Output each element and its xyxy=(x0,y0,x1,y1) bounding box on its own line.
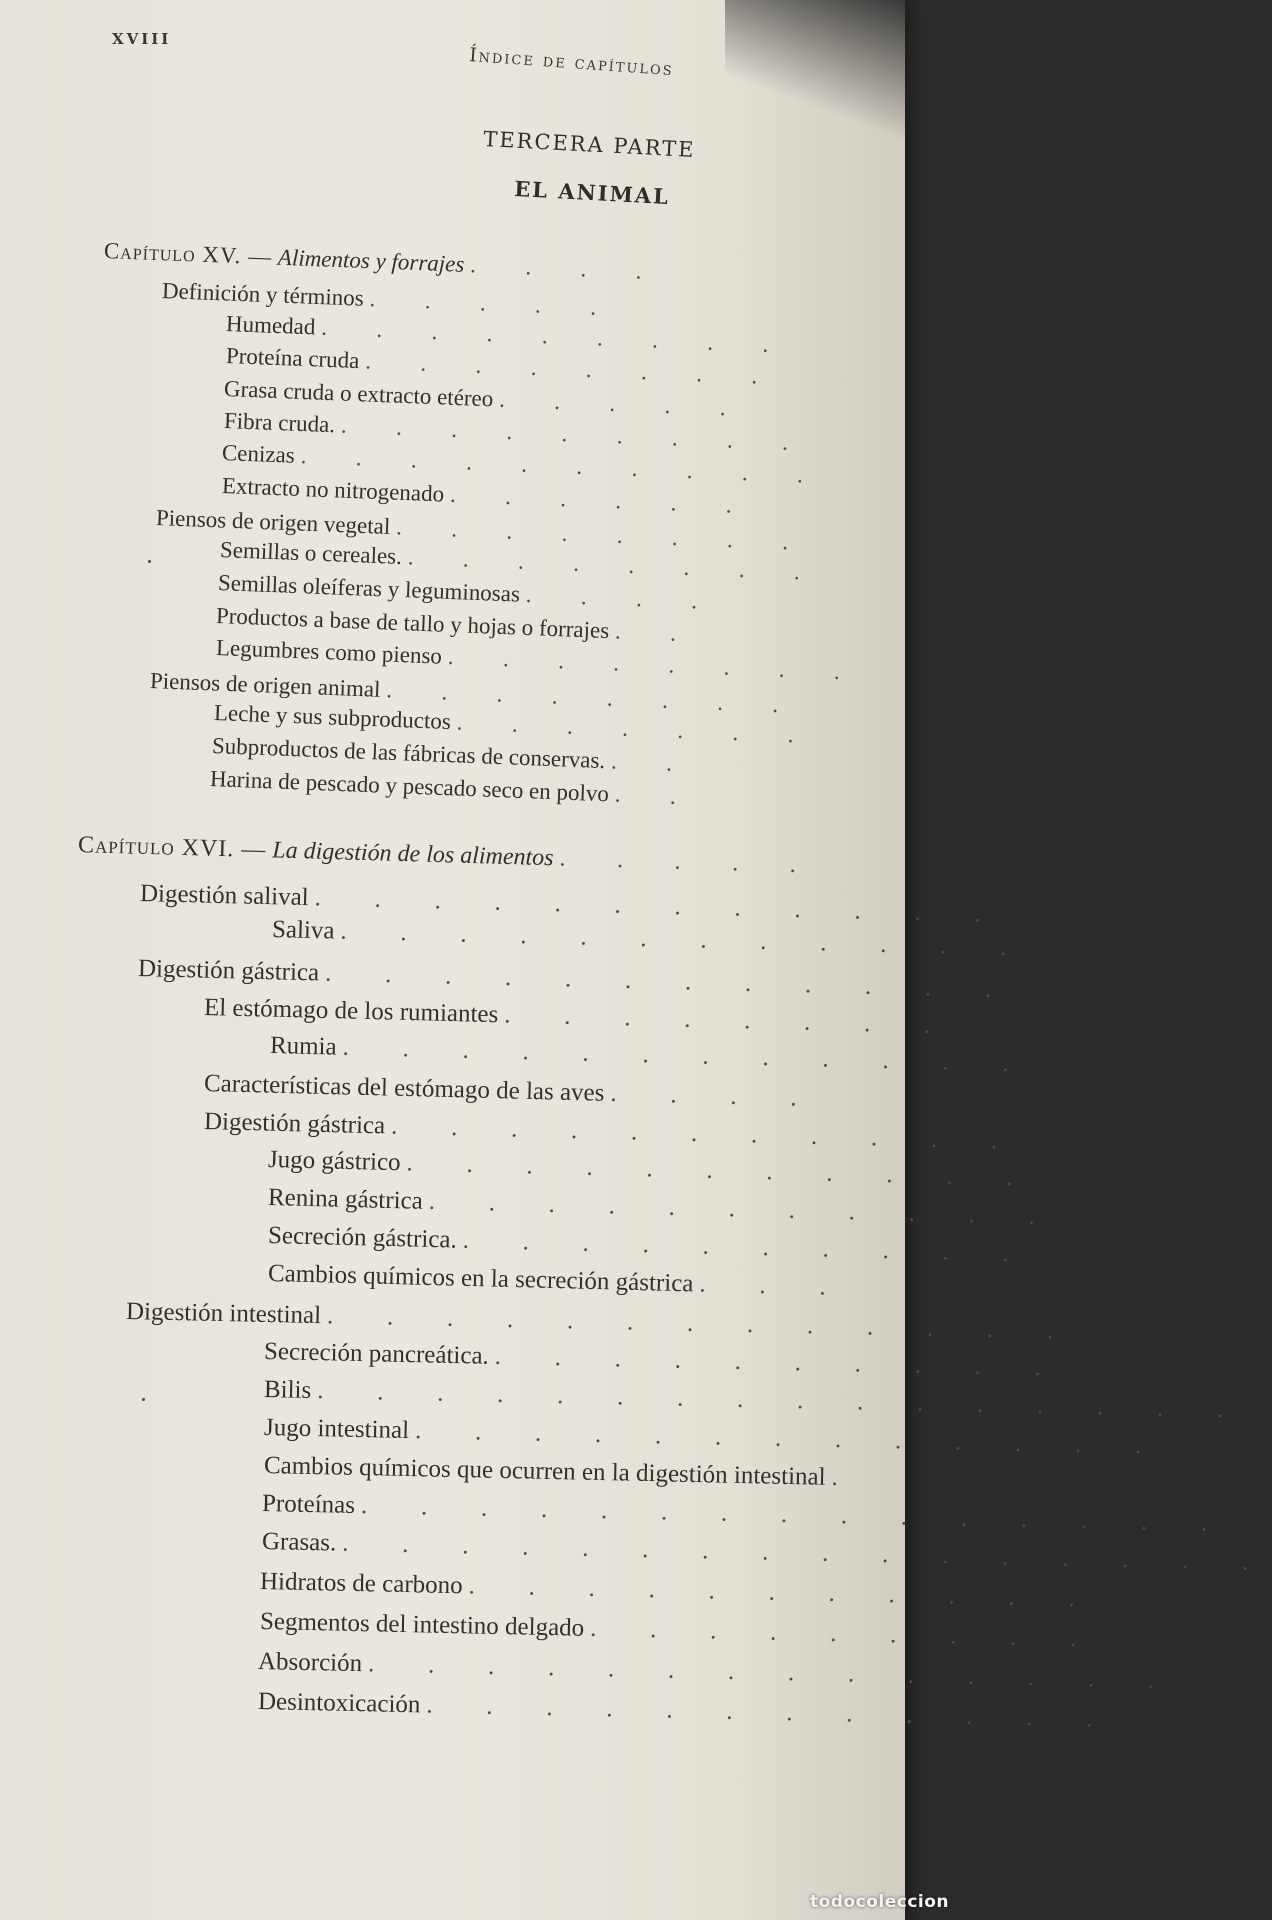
toc-entry xyxy=(140,880,1005,929)
leader-dots: . . . . . . . . . . . . . . . . xyxy=(341,1529,1272,1577)
leader-dots: . . . . . . . . . xyxy=(589,1614,1101,1653)
leader-dots: . . . xyxy=(699,1270,850,1302)
toc-entry-text: Harina de pescado y pescado seco en polvo xyxy=(209,766,610,807)
leader-dots: . . . . . . . . . . . xyxy=(390,1112,1022,1155)
toc-entry-text: Desintoxicación xyxy=(257,1688,421,1719)
toc-entry-text: Digestión gástrica xyxy=(203,1108,386,1140)
toc-entry xyxy=(260,1568,1099,1614)
leader-dots: . . . . . . . . xyxy=(407,544,823,586)
toc-entry-text: Digestión intestinal xyxy=(125,1298,322,1330)
toc-entry-text: Piensos de origen vegetal xyxy=(155,505,391,539)
toc-entry-text: Legumbres como pienso xyxy=(215,635,443,669)
toc-entry-text: Digestión gástrica xyxy=(137,955,320,987)
chapter-title: Alimentos y forrajes xyxy=(277,244,465,277)
page-number: XVIII xyxy=(112,30,172,48)
leader-dots: . . . . . . . . . . xyxy=(494,1342,1065,1382)
toc-entry-text: Segmentos del intestino delgado xyxy=(259,1608,585,1642)
leader-dots: . . xyxy=(614,781,699,810)
toc-entry-text: Grasas. xyxy=(261,1528,337,1557)
toc-entry-text: Definición y términos xyxy=(161,278,365,311)
toc-entry-text: Productos a base de tallo y hojas o forrajes xyxy=(215,603,610,644)
toc-entry-text: Secreción pancreática. xyxy=(263,1338,490,1370)
leader-dots: . . . . . . . . . . xyxy=(462,1226,1033,1268)
toc-entry-text: Jugo intestinal xyxy=(263,1414,410,1445)
watermark-logo: todocoleccion xyxy=(809,1892,949,1912)
chapter-label: Capítulo XV. — xyxy=(103,238,273,270)
leader-dots: . . . . . . . . xyxy=(364,348,780,390)
leader-dots: . . . . . . . xyxy=(456,709,816,749)
toc-entry xyxy=(264,1452,862,1493)
toc-entry xyxy=(264,1338,1065,1383)
leader-dots: . . . . . . . . xyxy=(503,1001,955,1040)
leader-dots: . . . . . . . . . . . . xyxy=(314,884,1005,929)
toc-entry-text: El estómago de los rumiantes xyxy=(203,994,499,1029)
leader-dots: . . . . . xyxy=(559,845,820,879)
toc-entry-text: Absorción xyxy=(257,1648,363,1678)
toc-entry-text: Semillas o cereales. xyxy=(219,537,403,569)
leader-dots: . . . . . . . . . . . xyxy=(468,1572,1099,1613)
toc-entry-text: Proteínas xyxy=(261,1490,356,1519)
leader-dots: . . . . . . . . . . . . . . . xyxy=(360,1492,1232,1538)
chapter-label: Capítulo XVI. — xyxy=(77,832,267,864)
leader-dots: . . . . . . . . . . . . xyxy=(324,959,1016,1004)
toc-entry-text: Piensos de origen animal xyxy=(149,668,381,702)
leader-dots: . . . . . . . . xyxy=(385,677,801,718)
leader-dots: . . . . . . . . xyxy=(447,643,863,685)
toc-entry xyxy=(258,1688,1117,1734)
part-title: TERCERA PARTE xyxy=(482,127,697,163)
leader-dots: . . . . . . . . . . . . xyxy=(340,917,1031,962)
leader-dots: . . . . . xyxy=(498,386,748,422)
leader-dots: . . . . xyxy=(610,1079,821,1113)
toc-entry xyxy=(268,1260,850,1302)
toc-entry-text: Extracto no nitrogenado xyxy=(221,473,445,507)
toc-entry-text: Grasa cruda o extracto etéreo xyxy=(223,376,494,412)
toc-entry-text: Cambios químicos en la secreción gástrica xyxy=(267,1260,694,1298)
toc-entry-text: Cambios químicos que ocurren en la digestión intestinal xyxy=(263,1452,826,1491)
leader-dots: . . . . . . . . . . . xyxy=(406,1149,1037,1192)
chapter-heading xyxy=(78,832,819,880)
leader-dots: . . . . . . . . . . . . . . xyxy=(367,1650,1179,1695)
leader-dots: . . . . . . . . . . . xyxy=(428,1187,1059,1231)
toc-entry-text: Renina gástrica xyxy=(267,1184,424,1215)
toc-entry-text: Fibra cruda. xyxy=(223,408,336,438)
leader-dots: . . xyxy=(610,748,695,777)
leader-dots: . . xyxy=(614,618,699,647)
toc-entry-text: Proteína cruda xyxy=(225,343,360,374)
toc-entry xyxy=(258,1648,1179,1695)
stray-ink-mark xyxy=(142,1398,145,1401)
toc-entry xyxy=(260,1608,1101,1654)
toc-entry-text: Saliva xyxy=(271,916,335,945)
part-subtitle: EL ANIMAL xyxy=(513,176,671,210)
toc-entry-text: Subproductos de las fábricas de conservas. xyxy=(211,733,606,774)
leader-dots: . . . . xyxy=(469,252,664,285)
toc-entry-text: Características del estómago de las aves xyxy=(203,1070,605,1107)
toc-entry xyxy=(268,1222,1033,1269)
toc-entry-text: Rumia xyxy=(269,1032,337,1061)
toc-entry-text: Bilis xyxy=(263,1376,312,1404)
leader-dots: . xyxy=(831,1463,862,1492)
running-head: Índice de capítulos xyxy=(468,44,675,81)
toc-entry xyxy=(204,1070,821,1113)
toc-entry-text: Semillas oleíferas y leguminosas xyxy=(217,570,521,607)
chapter-title: La digestión de los alimentos xyxy=(271,837,554,872)
toc-entry-text: Leche y sus subproductos xyxy=(213,700,452,735)
toc-entry-text: Hidratos de carbono xyxy=(259,1568,463,1600)
leader-dots: . . . . . . . . . xyxy=(320,314,791,358)
leader-dots: . . . . . . . . . xyxy=(340,412,811,456)
leader-dots: . . . . . . . . . . . . xyxy=(342,1033,1033,1078)
leader-dots: . . . . . . . . . . . . . xyxy=(414,1417,1166,1460)
leader-dots: . . . . . . . . . . . . . . . . xyxy=(316,1377,1248,1424)
toc-entry-text: Cenizas xyxy=(221,440,296,468)
leader-dots: . . . . . . . . . . . . xyxy=(426,1691,1117,1733)
leader-dots: . . . . . xyxy=(369,285,619,321)
toc-entry-text: Digestión salival xyxy=(139,880,310,912)
leader-dots: . . . . . . . . xyxy=(395,514,811,556)
leader-dots: . . . . . . . . . . xyxy=(300,443,826,489)
leader-dots: . . . . . . . . . . . . . xyxy=(326,1302,1078,1345)
toc-entry-text: Secreción gástrica. xyxy=(267,1222,458,1254)
leader-dots: . . . . xyxy=(525,581,720,615)
toc-entry-text: Jugo gástrico xyxy=(267,1146,401,1177)
toc-entry-text: Humedad xyxy=(225,311,316,340)
leader-dots: . . . . . . xyxy=(449,481,754,519)
stray-ink-mark xyxy=(148,560,151,563)
